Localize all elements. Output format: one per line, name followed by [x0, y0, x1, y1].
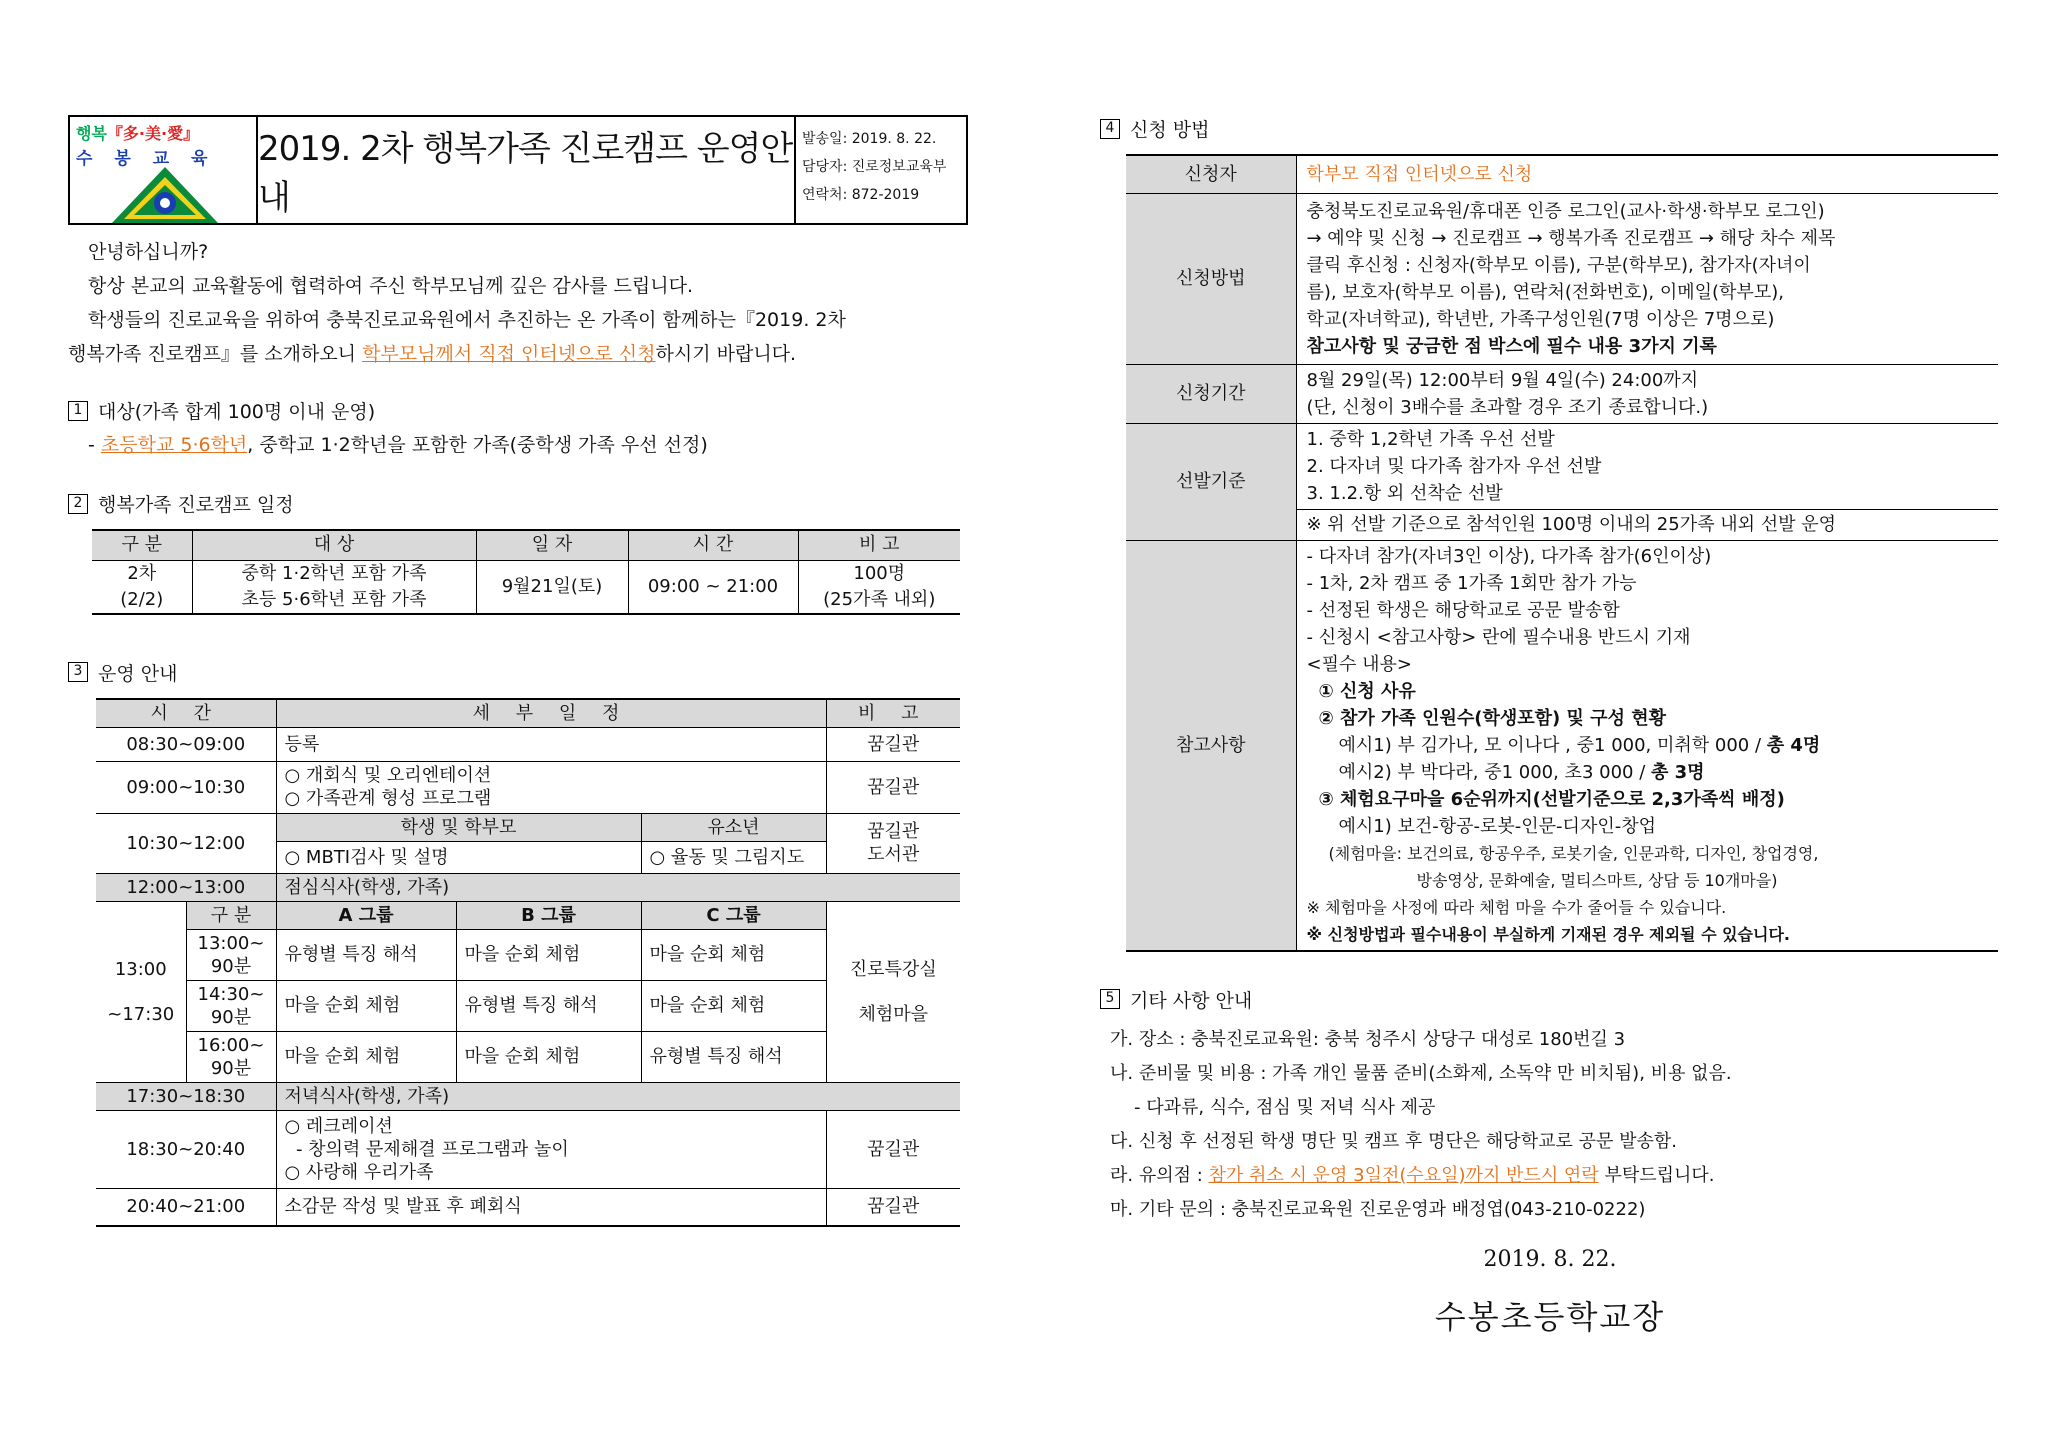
document-meta — [796, 117, 966, 223]
section-4-heading: 4 신청 방법 — [1100, 115, 2000, 142]
table-header: 비 고 — [826, 699, 960, 728]
section-number: 4 — [1100, 119, 1120, 139]
table-row: 18:30~20:40 ○ 레크레이션 - 창의력 문제해결 프로그램과 놀이 ○ 사랑해 우리가족 꿈길관 — [96, 1110, 960, 1188]
table-row: 08:30~09:00 등록 꿈길관 — [96, 727, 960, 761]
list-item: 가. 장소 : 충북진로교육원: 충북 청주시 상당구 대성로 180번길 3 — [1110, 1028, 1626, 1050]
table-row: ※ 위 선발 기준으로 참석인원 100명 이내의 25가족 내외 선발 운영 — [1126, 509, 1998, 540]
section-1-item: - 초등학교 5·6학년, 중학교 1·2학년을 포함한 가족(중학생 가족 우선 선정) — [88, 434, 708, 456]
section-5-heading: 5 기타 사항 안내 — [1100, 986, 2000, 1013]
table-header: 시 간 — [96, 699, 276, 728]
list-item: - 다과류, 식수, 점심 및 저녁 식사 제공 — [1134, 1096, 1436, 1118]
table-header: 일 자 — [476, 530, 628, 560]
section-1-heading: 1 대상 (가족 합계 100명 이내 운영) — [68, 397, 968, 424]
table-row: 13:00~ 90분 유형별 특징 해석 마을 순회 체험 마을 순회 체험 — [96, 929, 960, 980]
intro-greeting: 안녕하십니까? — [88, 241, 209, 263]
table-row: 12:00~13:00 점심식사(학생, 가족) — [96, 873, 960, 901]
header-box — [68, 115, 968, 225]
section-3-heading: 3 운영 안내 — [68, 659, 968, 686]
section-number: 2 — [68, 494, 88, 514]
table-row: 2차 (2/2) 중학 1·2학년 포함 가족 초등 5·6학년 포함 가족 9월21일(토) 09:00 ~ 21:00 100명 (25가족 내외) — [92, 560, 960, 614]
table-row: 신청기간 8월 29일(목) 12:00부터 9월 4일(수) 24:00까지 (단, 신청이 3배수를 초과할 경우 조기 종료합니다.) — [1126, 364, 1998, 423]
list-item: 나. 준비물 및 비용 : 가족 개인 물품 준비(소화제, 소독약 만 비치됨), 비용 없음. — [1110, 1062, 1732, 1084]
intro-highlight: 학부모님께서 직접 인터넷으로 신청 — [362, 343, 656, 365]
meta-phone: 연락처: 872-2019 — [802, 187, 920, 203]
intro-line1: 항상 본교의 교육활동에 협력하여 주신 학부모님께 깊은 감사를 드립니다. — [88, 275, 693, 297]
document-title: 2019. 2차 행복가족 진로캠프 운영안내 — [258, 117, 796, 223]
table-row: 20:40~21:00 소감문 작성 및 발표 후 폐회식 꿈길관 — [96, 1188, 960, 1226]
right-column — [1100, 115, 2000, 1338]
etc-list — [1100, 1023, 2000, 1227]
table-row: 신청자 학부모 직접 인터넷으로 신청 — [1126, 155, 1998, 193]
list-item: 다. 신청 후 선정된 학생 명단 및 캠프 후 명단은 해당학교로 공문 발송함. — [1110, 1130, 1677, 1152]
table-header: 비 고 — [798, 530, 960, 560]
table-header: 세 부 일 정 — [276, 699, 826, 728]
table-row: 선발기준 1. 중학 1,2학년 가족 우선 선발 2. 다자녀 및 다가족 참가자 우선 선발 3. 1.2.항 외 선착순 선발 — [1126, 423, 1998, 509]
applicant-value: 학부모 직접 인터넷으로 신청 — [1296, 155, 1998, 193]
section-number: 1 — [68, 401, 88, 421]
intro-line2: 학생들의 진로교육을 위하여 충북진로교육원에서 추진하는 온 가족이 함께하는『2019. 2차 — [88, 309, 846, 331]
section-number: 3 — [68, 662, 88, 682]
table-row: 참고사항 - 다자녀 참가(자녀3인 이상), 다가족 참가(6인이상) - 1차, 2차 캠프 중 1가족 1회만 참가 가능 - 선정된 학생은 해당학교로 공문 발송함 - 신청시 <참고사항> 란에 필수내용 반드시 기재 <필수 내용> ① 신청 사유 ② 참가 가족 인원수(학생포함) 및 구성 현황 예시1) 부 김가나, 모 이나다 , 중1 000, 미취학 000 / 총 4명 예시2) 부 박다라, 중1 000, 초3 000 / 총 3명 ③ 체험요구마을 6순위까지(선발기준으로 2,3가족씩 배정) 예시1) 보건-항공-로봇-인문-디자인-창업 (체험마을: 보건의료, 항공우주, 로봇기술, 인문과학, 디자인, 창업경영, 방송영상, 문화예술, 멀티스마트, 상담 등 10개마을) ※ 체험마을 사정에 따라 체험 마을 수가 줄어들 수 있습니다. ※ 신청방법과 필수내용이 부실하게 기재된 경우 제외될 수 있습니다. — [1126, 540, 1998, 951]
meta-date: 발송일: 2019. 8. 22. — [802, 131, 937, 147]
school-logo — [70, 117, 258, 223]
issue-date: 2019. 8. 22. — [1483, 1246, 1617, 1272]
table-row: 10:30~12:00 학생 및 학부모 유소년 꿈길관 도서관 — [96, 813, 960, 841]
intro-line3: 행복가족 진로캠프』를 소개하오니 학부모님께서 직접 인터넷으로 신청하시기 바랍니다. — [68, 343, 797, 365]
table-row: 17:30~18:30 저녁식사(학생, 가족) — [96, 1082, 960, 1110]
list-item: 라. 유의점 : 참가 취소 시 운영 3일전(수요일)까지 반드시 연락 부탁드립니다. — [1110, 1164, 1715, 1186]
principal-signature: 수봉초등학교장 — [1434, 1297, 1666, 1336]
intro — [68, 235, 968, 371]
list-item: 마. 기타 문의 : 충북진로교육원 진로운영과 배정엽(043-210-0222) — [1110, 1198, 1646, 1220]
logo-text-sub: 수 봉 교 육 — [76, 149, 216, 169]
section-2-heading: 2 행복가족 진로캠프 일정 — [68, 490, 968, 517]
table-row: ○ MBTI검사 및 설명 ○ 율동 및 그림지도 — [96, 841, 960, 873]
section-number: 5 — [1100, 989, 1120, 1009]
program-table — [96, 698, 960, 1228]
table-row: 신청방법 충청북도진로교육원/휴대폰 인증 로그인(교사·학생·학부모 로그인) → 예약 및 신청 → 진로캠프 → 행복가족 진로캠프 → 해당 차수 제목 클릭 후신청 : 신청자(학부모 이름), 구분(학부모), 참가자(자녀이 름), 보호자(학부모 이름), 연락처(전화번호), 이메일(학부모), 학교(자녀학교), 학년반, 가족구성인원(7명 이상은 7명으로) 참고사항 및 궁금한 점 박스에 필수 내용 3가지 기록 — [1126, 193, 1998, 364]
table-row: 09:00~10:30 ○ 개회식 및 오리엔테이션 ○ 가족관계 형성 프로그램 꿈길관 — [96, 761, 960, 813]
logo-emblem-icon — [110, 165, 220, 225]
application-table — [1126, 154, 1998, 952]
logo-text-top: 행복『多·美·愛』 — [76, 124, 200, 143]
table-header: 시 간 — [628, 530, 798, 560]
left-column — [68, 115, 968, 1227]
table-row: 16:00~ 90분 마을 순회 체험 마을 순회 체험 유형별 특징 해석 — [96, 1031, 960, 1082]
table-row: 13:00 ~17:30 구 분 A 그룹 B 그룹 C 그룹 진로특강실 체험마을 — [96, 901, 960, 929]
meta-contact-person: 담당자: 진로정보교육부 — [802, 159, 947, 175]
schedule-table — [92, 529, 960, 615]
table-header: 대 상 — [192, 530, 476, 560]
table-row: 14:30~ 90분 마을 순회 체험 유형별 특징 해석 마을 순회 체험 — [96, 980, 960, 1031]
table-header: 구 분 — [92, 530, 192, 560]
